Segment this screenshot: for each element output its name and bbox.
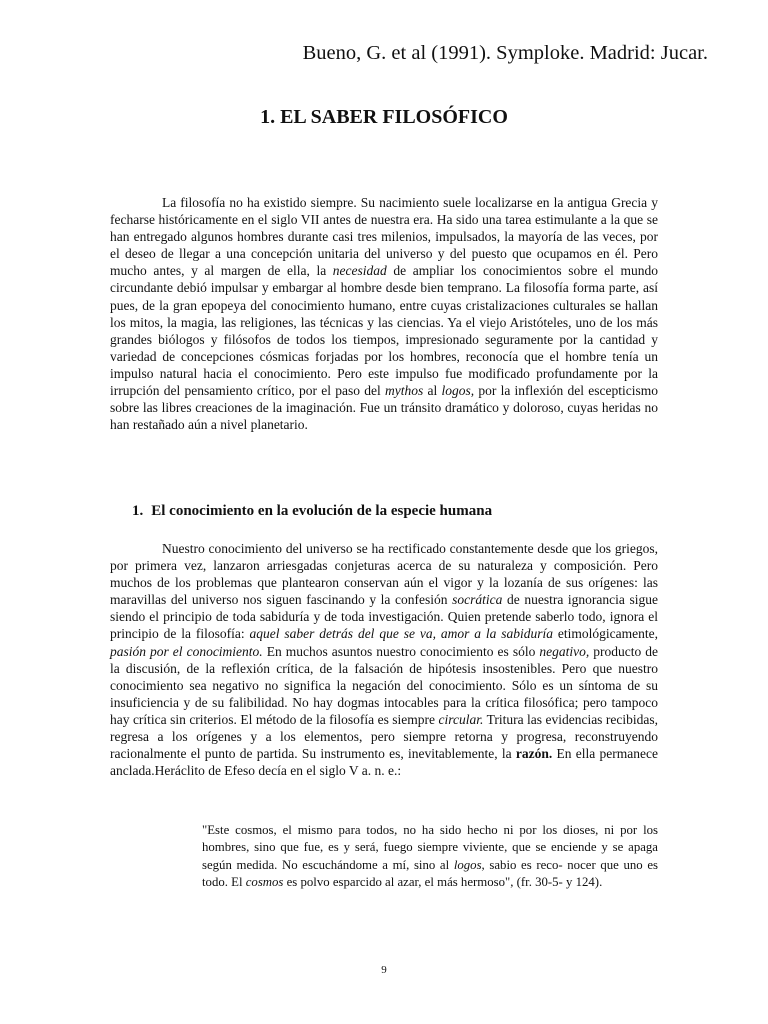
emphasis-text: cosmos xyxy=(245,875,284,890)
emphasis-text: pasión por el conocimiento. xyxy=(110,643,263,659)
text-run: En ella permanece anclada.Heráclito de Efeso decía en el siglo V a. n. e.: xyxy=(110,746,658,779)
text-run: "Este cosmos, el mismo para todos, no ha sido hecho ni por los dioses, ni por los hombres, sino que fue, es y será, fuego siempre viviente, que se enciende y se apaga según medida. No escuchándome a mí, sino al xyxy=(202,823,658,872)
text-run: de ampliar los conocimientos sobre el mundo circundante debió impulsar y embargar al hombre desde bien temprano. La filosofía forma parte, así pues, de la gran epopeya del conocimiento humano, entre cuyas cristalizaciones culturales se hallan los mitos, la magia, las religiones, las técnicas y las ciencias. Ya el viejo Aristóteles, uno de los más grandes biólogos y filósofos de todos los tiempos, impresionado seguramente por la cantidad y variedad de concepciones cósmicas forjadas por los hombres, reconocía que el hombre tenía un impulso natural hacia el conocimiento. Pero este impulso fue modificado profundamente por la irrupción del pensamiento crítico, por el paso del xyxy=(110,263,658,399)
text-run: En muchos asuntos nuestro conocimiento es sólo xyxy=(262,643,540,659)
emphasis-text: logos, xyxy=(453,857,485,872)
text-run: sabio es reco- nocer que uno es todo. El xyxy=(202,857,658,890)
emphasis-text: logos, xyxy=(441,383,475,399)
text-run: es polvo esparcido al azar, el más hermoso", (fr. 30-5- y 124). xyxy=(283,875,603,890)
text-run: producto de la discusión, de la reflexión crítica, de la falsación de hipótesis insostenibles. Pero que nuestro conocimiento sea negativo no significa la negación del conocimiento. Sólo es un síntoma de su insuficiencia y de su falibilidad. No hay dogmas intocables para la crítica filosófica; pero tampoco hay crítica sin criterios. El método de la filosofía es siempre xyxy=(110,643,658,727)
intro-paragraph xyxy=(110,194,658,433)
page-number: 9 xyxy=(381,964,387,976)
bold-text: razón. xyxy=(515,746,553,762)
emphasis-text: socrática xyxy=(452,592,503,608)
text-run: etimológicamente, xyxy=(553,626,659,642)
text-run: al xyxy=(423,383,442,399)
emphasis-text: necesidad xyxy=(332,263,387,279)
text-run: Tritura las evidencias recibidas, regresa a los orígenes y a los elementos, pero siempre retorna y progresa, reconstruyendo racionalmente el punto de partida. Su instrumento es, inevitablemente, la xyxy=(110,711,658,762)
emphasis-text: circular. xyxy=(438,711,484,727)
emphasis-text: negativo, xyxy=(539,643,590,659)
section-title: El conocimiento en la evolución de la especie humana xyxy=(151,503,493,519)
text-run: de nuestra ignorancia sigue siendo el principio de toda sabiduría y de toda investigación. Quien pretende saberlo todo, ignora el principio de la filosofía: xyxy=(110,592,658,642)
section-paragraph xyxy=(110,540,658,779)
text-run: por la inflexión del escepticismo sobre las libres creaciones de la imaginación. Fue un tránsito dramático y doloroso, cuyas heridas no han restañado aún a nivel planetario. xyxy=(110,383,658,433)
bibliographic-citation: Bueno, G. et al (1991). Symploke. Madrid: Jucar. xyxy=(302,42,708,64)
emphasis-text: mythos xyxy=(384,383,424,399)
chapter-title: 1. EL SABER FILOSÓFICO xyxy=(260,106,508,128)
text-run: La filosofía no ha existido siempre. Su nacimiento suele localizarse en la antigua Grecia y fecharse históricamente en el siglo VII antes de nuestra era. Ha sido una tarea estimulante a la que se han entregado algunos hombres durante casi tres milenios, impulsados, la mayoría de las veces, por el deseo de llegar a una concepción unitaria del universo y del puesto que ocupamos en él. Pero mucho antes, y al margen de ella, la xyxy=(110,195,658,279)
section-heading xyxy=(132,500,492,522)
text-run: Nuestro conocimiento del universo se ha rectificado constantemente desde que los griegos, por primera vez, lanzaron arriesgadas conjeturas acerca de su naturaleza y composición. Pero muchos de los problemas que plantearon conservan aún el vigor y la lozanía de sus orígenes: las maravillas del universo nos siguen fascinando y la confesión xyxy=(110,541,658,608)
section-number: 1. xyxy=(132,503,144,519)
block-quote xyxy=(202,822,658,892)
emphasis-text: aquel saber detrás del que se va, amor a la sabiduría xyxy=(249,626,554,642)
